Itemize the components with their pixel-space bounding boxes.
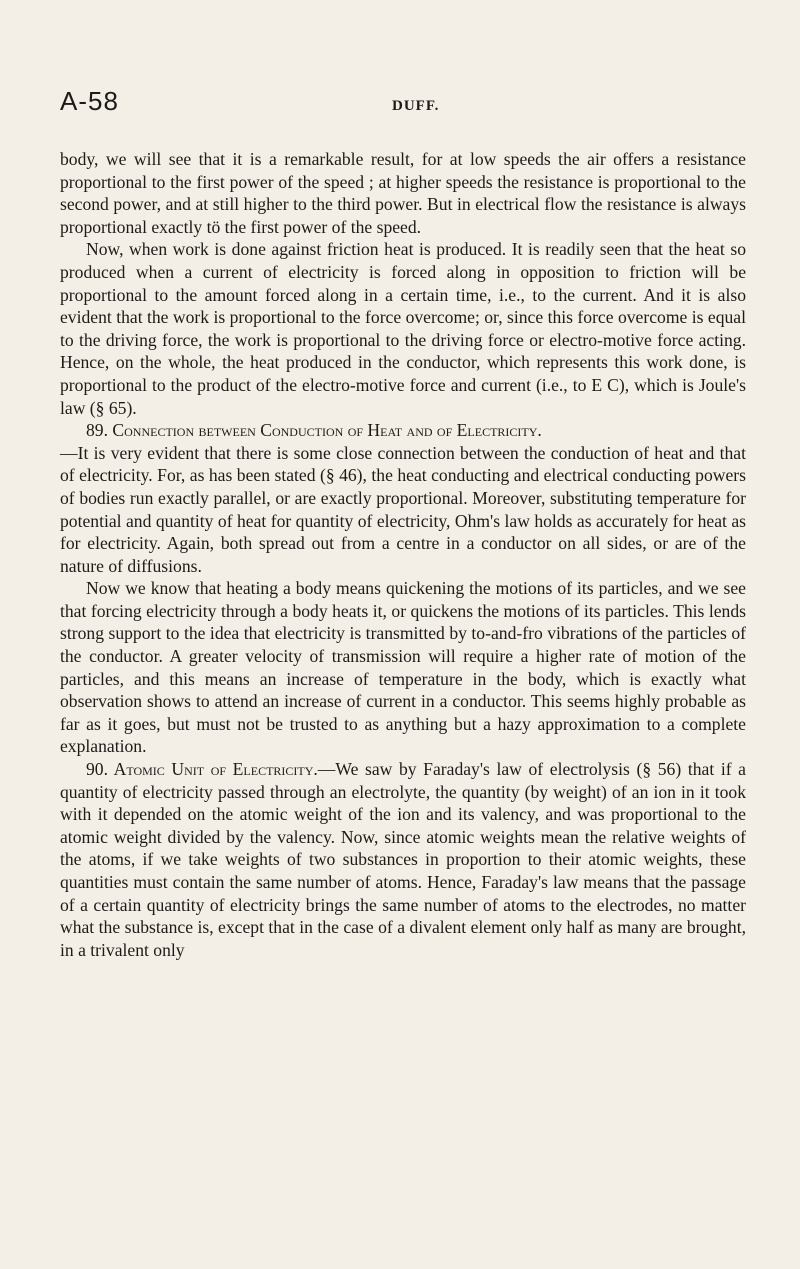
page-number: A-58: [60, 86, 119, 116]
paragraph-3: [60, 419, 746, 577]
section-heading-90: 90. Atomic Unit of Electricity.: [86, 759, 318, 780]
running-head: DUFF.: [392, 98, 440, 114]
paragraph-3-text: —It is very evident that there is some close connection between the conduction of heat and that of electricity. For, as has been stated (§ 46), the heat conducting and electrical conducting powers of bodies run exactly parallel, or are exactly proportional. Moreover, substituting temperature for potential and quantity of heat for quantity of electricity, Ohm's law holds as accurately for heat as for electricity. Again, both spread out from a centre in a conductor on all sides, or are of the nature of diffusions.: [60, 442, 746, 576]
paragraph-2: Now, when work is done against friction heat is produced. It is readily seen that the heat so produced when a current of electricity is forced along in opposition to friction will be proportional to the amount forced along in a certain time, i.e., to the current. And it is also evident that the work is proportional to the force overcome; or, since this force overcome is equal to the driving force, the work is proportional to the driving force or electro-motive force acting. Hence, on the whole, the heat produced in the conductor, which represents this work done, is proportional to the product of the electro-motive force and current (i.e., to E C), which is Joule's law (§ 65).: [60, 239, 746, 418]
paragraph-5: [60, 758, 746, 961]
section-heading-89: 89. Connection between Conduction of Heat and of Electricity.: [86, 420, 542, 441]
paragraph-5-text: —We saw by Faraday's law of electrolysis (§ 56) that if a quantity of electricity passed through an electrolyte, the quantity (by weight) of an ion in it took with it depended on the atomic weight of the ion and its valency, and was proportional to the atomic weight divided by the valency. Now, since atomic weights mean the relative weights of the atoms, if we take weights of two substances in proportion to their atomic weights, these quantities must contain the same number of atoms. Hence, Faraday's law means that the passage of a certain quantity of electricity brings the same number of atoms to the electrodes, no matter what the substance is, except that in the case of a divalent element only half as many are brought, in a trivalent only: [60, 759, 746, 960]
body-text: [60, 148, 746, 961]
page-header: [60, 86, 746, 126]
paragraph-4: Now we know that heating a body means quickening the motions of its particles, and we see that forcing electricity through a body heats it, or quickens the motions of its particles. This lends strong support to the idea that electricity is transmitted by to-and-fro vibrations of the particles of the conductor. A greater velocity of transmission will require a higher rate of motion of the particles, and this means an increase of temperature in the body, which is exactly what observation shows to attend an increase of current in a conductor. This seems highly probable as far as it goes, but must not be trusted to as anything but a hazy approximation to a complete explanation.: [60, 578, 746, 757]
paragraph-1: body, we will see that it is a remarkable result, for at low speeds the air offers a resistance proportional to the first power of the speed ; at higher speeds the resistance is proportional to the second power, and at still higher to the third power. But in electrical flow the resistance is always proportional exactly tö the first power of the speed.: [60, 149, 746, 237]
page: [60, 86, 746, 961]
